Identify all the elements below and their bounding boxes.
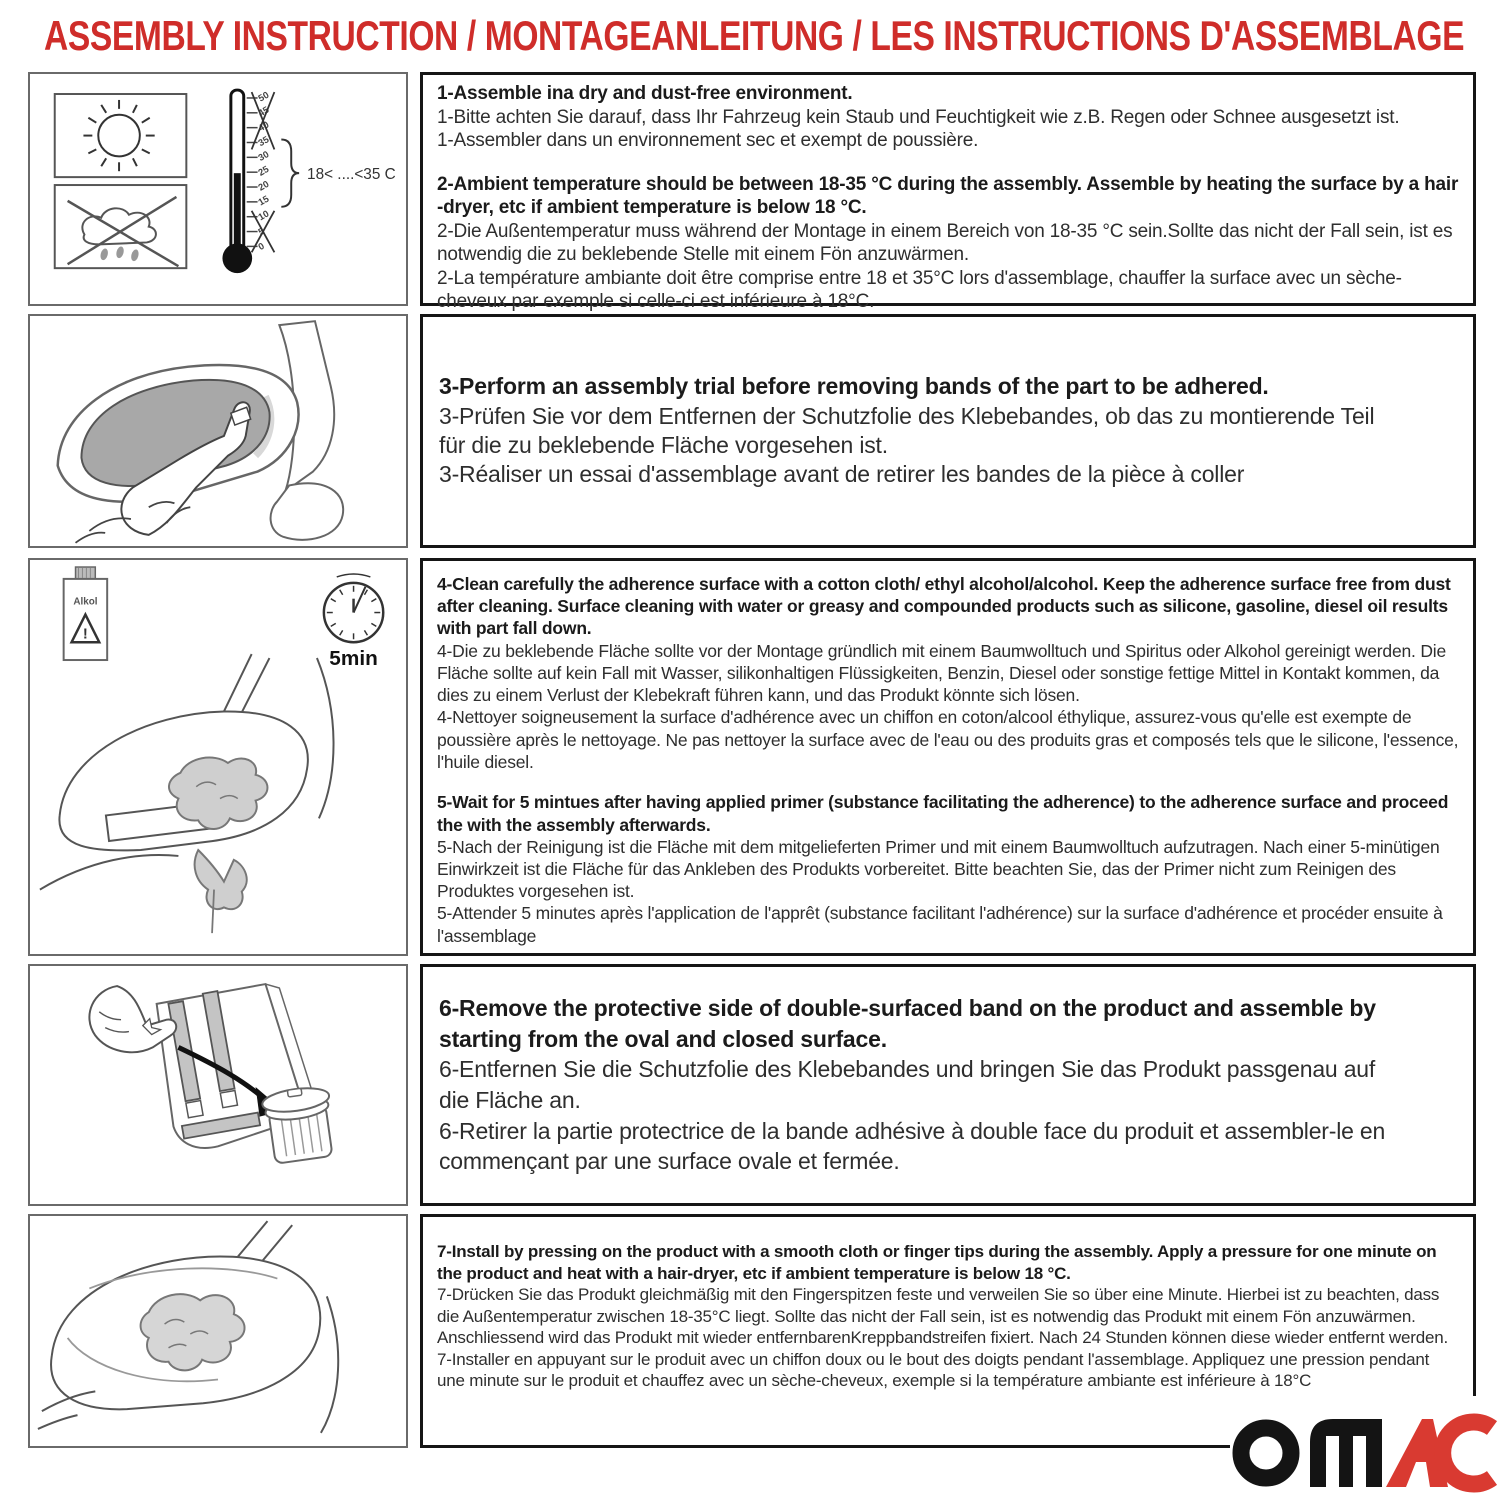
mirror-wipe-sketch <box>40 654 334 933</box>
instruction-text-1 <box>420 72 1476 313</box>
step-text: 1-Assembler dans un environnement sec et exempt de poussière. <box>437 130 979 152</box>
svg-text:25: 25 <box>256 163 271 178</box>
step-text: 5-Attender 5 minutes après l'application de l'apprêt (substance facilitant l'adhérence) sur la surface d'adhérence et procéder ensuite à l'assemblage <box>437 903 1443 946</box>
temperature-range-label: 18< ....<35 C <box>307 166 396 184</box>
clean-surface-illustration <box>28 558 408 956</box>
clock-label: 5min <box>329 646 378 670</box>
svg-text:20: 20 <box>256 177 271 193</box>
step-text: 4-Die zu beklebende Fläche sollte vor der Montage gründlich mit einem Baumwolltuch und Spiritus oder Alkohol gereinigt werden. Die Fläche sollte auf kein Fall mit Wasser, silikonhaltigen Flüssigkeiten, Benzin, Diesel oder sonstige fettige Mittel in Kontakt kommen, da dies zu einem Verlust der Klebekraft führen kann, und das Produkt könnte sich lösen. <box>437 640 1447 706</box>
svg-text:!: ! <box>82 626 88 643</box>
peel-band-graphic <box>30 966 406 1204</box>
svg-text:15: 15 <box>256 192 271 208</box>
clock-icon <box>324 574 383 670</box>
instruction-row-2 <box>0 314 1500 548</box>
step-text: 2-Die Außentemperatur muss während der Montage in einem Bereich von 18-35 °C sein.Sollte das nicht der Fall sein, ist es notwendig die zu beklebende Stelle mit einem Fön anzuwärmen. <box>437 220 1453 266</box>
trash-bin-icon <box>261 1085 338 1165</box>
press-install-illustration <box>28 1214 408 1448</box>
step-text: 1-Assemble ina dry and dust-free environment. <box>437 83 853 104</box>
instruction-row-3 <box>0 558 1500 956</box>
svg-text:0: 0 <box>256 239 267 253</box>
step-text: 1-Bitte achten Sie darauf, dass Ihr Fahrzeug kein Staub und Feuchtigkeit wie z.B. Regen oder Schnee ausgesetzt ist. <box>437 106 1400 128</box>
sun-icon <box>55 94 187 177</box>
mirror-trial-graphic <box>30 316 406 546</box>
step-text: 7-Installer en appuyant sur le produit avec un chiffon doux ou le bout des doigts pendant l'assemblage. Appliquez une pression pendant une minute sur le produit et chauffez avec un sèche-cheveux, exemple si la température ambiante est inférieure à 18°C <box>437 1349 1430 1391</box>
step-text: 4-Clean carefully the adherence surface with a cotton cloth/ ethyl alcohol/alcohol. Keep the adherence surface free from dust after cleaning. Surface cleaning with water or greasy and compounded products such as silicone, gasoline, diesel oil results with part fall down. <box>437 574 1451 639</box>
step-text: 2-La température ambiante doit être comprise entre 18 et 35°C lors d'assemblage, chauffer la surface avec un sèche-cheveux par exemple si celle-ci est inférieure à 18°C. <box>437 267 1402 313</box>
dry-environment-illustration <box>28 72 408 306</box>
step-text: 3-Prüfen Sie vor dem Entfernen der Schutzfolie des Klebebandes, ob das zu montierende Teil für die zu beklebende Fläche vorgesehen ist. <box>439 402 1375 458</box>
step-text: 4-Nettoyer soigneusement la surface d'adhérence avec un chiffon en coton/alcool éthylique, assurez-vous qu'elle est exempte de poussière après le nettoyage. Ne pas nettoyer la surface avec de l'eau ou des produits gras et composés tels que le silicone, l'essence, l'huile diesel. <box>437 707 1459 772</box>
step-text: 6-Retirer la partie protectrice de la bande adhésive à double face du produit et assembler-le en commençant par une surface ovale et fermée. <box>439 1117 1386 1175</box>
svg-text:50: 50 <box>256 88 271 104</box>
svg-text:40: 40 <box>256 118 271 134</box>
step-text: 3-Perform an assembly trial before removing bands of the part to be adhered. <box>439 373 1269 400</box>
svg-text:35: 35 <box>256 133 271 149</box>
instruction-text-4 <box>420 964 1476 1206</box>
no-rain-icon <box>55 185 187 268</box>
remove-band-illustration <box>28 964 408 1206</box>
svg-text:45: 45 <box>256 103 271 119</box>
assembly-trial-illustration <box>28 314 408 548</box>
step-text: 6-Remove the protective side of double-surfaced band on the product and assemble by starting from the oval and closed surface. <box>439 995 1376 1052</box>
instruction-text-3 <box>420 558 1476 956</box>
step-text: 6-Entfernen Sie die Schutzfolie des Klebebandes und bringen Sie das Produkt passgenau auf die Fläche an. <box>439 1056 1376 1113</box>
mirror-sketch <box>58 321 343 540</box>
svg-text:5: 5 <box>256 225 267 238</box>
instruction-row-4 <box>0 964 1500 1206</box>
svg-text:10: 10 <box>256 207 271 223</box>
cleaning-graphic <box>30 560 406 954</box>
bottle-label: Alkol <box>73 596 98 608</box>
omac-logo <box>1230 1396 1500 1496</box>
step-text: 2-Ambient temperature should be between 18-35 °C during the assembly. Assemble by heating the surface by a hair -dryer, etc if ambient temperature is below 18 °C. <box>437 173 1459 219</box>
svg-text:30: 30 <box>256 148 271 164</box>
alcohol-bottle-icon <box>64 567 108 660</box>
instruction-text-2 <box>420 314 1476 548</box>
thermometer-icon <box>222 89 395 273</box>
step-text: 7-Install by pressing on the product with a smooth cloth or finger tips during the assembly. Apply a pressure for one minute on the product and heat with a hair-dryer, etc if ambient temperature is below 18 °C. <box>437 1242 1437 1283</box>
temperature-conditions-graphic <box>30 74 406 304</box>
press-graphic <box>30 1216 406 1446</box>
omac-logo-graphic <box>1230 1396 1500 1496</box>
step-text: 5-Nach der Reinigung ist die Fläche mit dem mitgelieferten Primer und mit einem Baumwolltuch aufzutragen. Nach einer 5-minütigen Einwirkzeit ist die Fläche für das Ankleben des Produkts vorbereitet. Bitte beachten Sie, das der Primer nicht zum Reinigen des Produktes vorgesehen ist. <box>437 836 1440 902</box>
instruction-row-1 <box>0 72 1500 313</box>
step-text: 3-Réaliser un essai d'assemblage avant de retirer les bandes de la pièce à coller <box>439 461 1245 488</box>
step-text: 7-Drücken Sie das Produkt gleichmäßig mit den Fingerspitzen feste und verweilen Sie so über eine Minute. Hierbei ist zu beachten, dass die Außentemperatur zwischen 18-35°C liegt. Sollte das nicht der Fall sein, ist es notwendig das Produkt mit einem Fön anzuwärmen. Anschliessend wird das Produkt mit wieder entfernbarenKreppbandstreifen fixiert. Nach 24 Stunden können diese wieder entfernt werden. <box>437 1285 1448 1348</box>
page-title: ASSEMBLY INSTRUCTION / MONTAGEANLEITUNG / LES INSTRUCTIONS D'ASSEMBLAGE <box>44 12 1465 59</box>
step-text: 5-Wait for 5 mintues after having applied primer (substance facilitating the adherence) to the adherence surface and proceed the with the assembly afterwards. <box>437 792 1449 835</box>
